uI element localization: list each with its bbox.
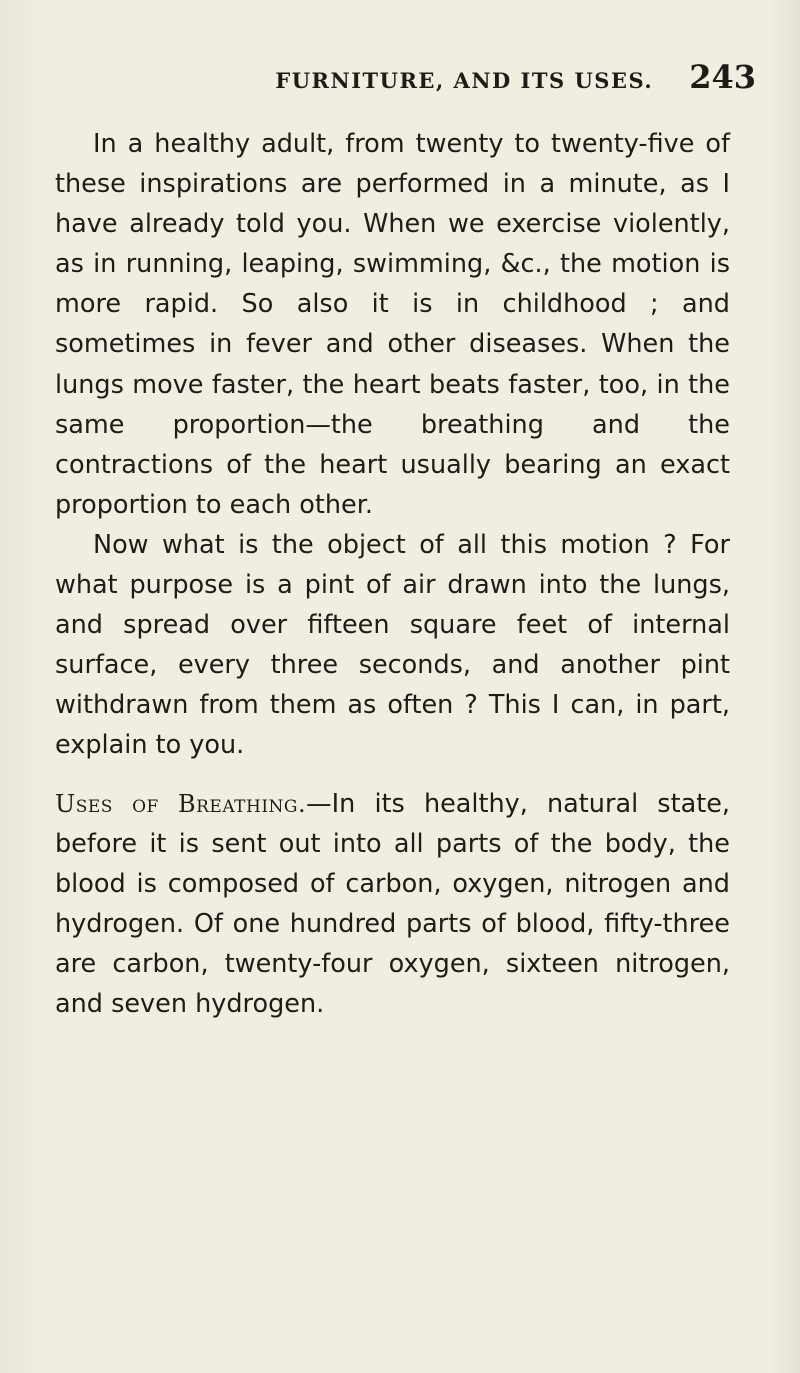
paragraph-text: Now what is the object of all this motion ? For what purpose is a pint of air drawn into the lungs, and spread over fifteen square feet of internal surface, every three seconds, and another pint withdrawn from them as often ? This I can, in part, explain to you. [55,529,730,761]
paragraph-text: —In its healthy, natural state, before it is sent out into all parts of the body, the blood is composed of carbon, oxygen, nitrogen and hydrogen. Of one hundred parts of blood, fifty-three are carbon, twenty-four oxygen, sixteen nitrogen, and seven hydrogen. [55,788,730,1019]
paragraph-text: In a healthy adult, from twenty to twenty-five of these inspirations are performed in a minute, as I have already told you. When we exercise violently, as in running, leaping, swimming, &c., the motion is more rapid. So also it is in childhood ; and sometimes in fever and other diseases. When the lungs move faster, the heart beats faster, too, in the same proportion—the breathing and the contractions of the heart usually bearing an exact proportion to each other. [55,129,730,520]
running-title: FURNITURE, AND ITS USES. [275,68,654,93]
paragraph-respiration-rate [55,124,730,525]
section-heading: Uses of Breathing. [55,789,307,818]
paragraph-object-of-motion [55,525,730,766]
paragraph-uses-of-breathing [55,784,730,1025]
running-head [55,58,756,102]
page-number: 243 [689,58,756,96]
body-text [55,124,730,1024]
